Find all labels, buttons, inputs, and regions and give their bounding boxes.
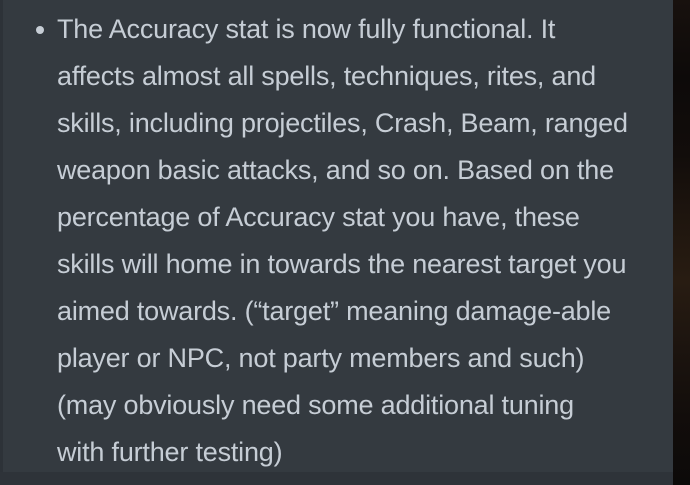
post-text-line: skills, including projectiles, Crash, Beam, ranged xyxy=(57,108,628,138)
post-text-line: affects almost all spells, techniques, rites, and xyxy=(57,61,596,91)
post-text-line: The Accuracy stat is now fully functional. It xyxy=(57,14,556,44)
post-text-line: player or NPC, not party members and such) xyxy=(57,343,585,373)
post-text-line: skills will home in towards the nearest target you xyxy=(57,249,627,279)
panel-left-edge xyxy=(0,0,3,485)
bullet-icon xyxy=(36,26,44,34)
post-text xyxy=(57,6,628,476)
post-text-line: weapon basic attacks, and so on. Based on the xyxy=(57,155,614,185)
bottom-divider-band xyxy=(0,472,673,485)
post-text-line: percentage of Accuracy stat you have, these xyxy=(57,202,580,232)
page-background-strip xyxy=(673,0,690,485)
post-text-line: aimed towards. (“target” meaning damage-able xyxy=(57,296,611,326)
post-text-line: with further testing) xyxy=(57,437,283,467)
post-text-line: (may obviously need some additional tuning xyxy=(57,390,574,420)
